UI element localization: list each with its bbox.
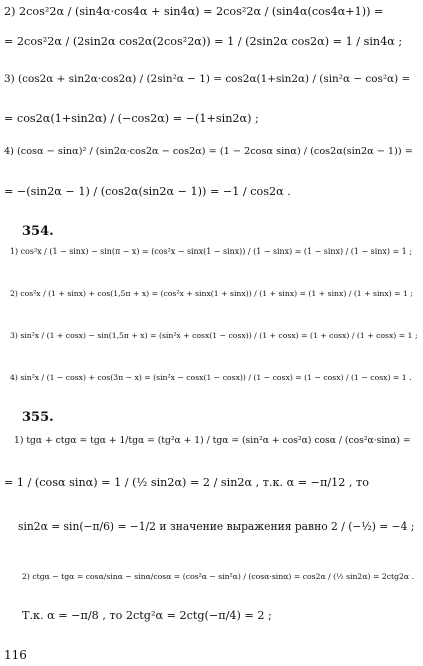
equation-line: = 2cos²2α / (2sin2α cos2α(2cos²2α)) = 1 / (2sin2α cos2α) = 1 / sin4α ; [4,35,403,48]
problem-header: 354. [22,224,54,239]
equation-line: sin2α = sin(−π/6) = −1/2 и значение выражения равно 2 / (−½) = −4 ; [18,520,415,533]
equation-line: = cos2α(1+sin2α) / (−cos2α) = −(1+sin2α) ; [4,112,259,125]
equation-line: 1) tgα + ctgα = tgα + 1/tgα = (tg²α + 1) / tgα = (sin²α + cos²α) cosα / (cos²α·sinα) = [14,435,411,446]
equation-line: 3) (cos2α + sin2α·cos2α) / (2sin²α − 1) = cos2α(1+sin2α) / (sin²α − cos²α) = [4,73,411,85]
equation-line: 4) (cosα − sinα)² / (sin2α·cos2α − cos2α) = (1 − 2cosα sinα) / (cos2α(sin2α − 1)) = [4,146,413,157]
equation-line: 2) ctgα − tgα = cosα/sinα − sinα/cosα = (cos²α − sin²α) / (cosα·sinα) = cos2α / (½ sin2α) = 2ctg2α . [22,572,415,581]
equation-line: = 1 / (cosα sinα) = 1 / (½ sin2α) = 2 / sin2α , т.к. α = −π/12 , то [4,476,369,489]
equation-line: 2) cos²x / (1 + sinx) + cos(1,5π + x) = (cos²x + sinx(1 + sinx)) / (1 + sinx) = (1 + sinx) / (1 + sinx) = 1 ; [10,289,413,298]
equation-line: 1) cos²x / (1 − sinx) − sin(π − x) = (cos²x − sinx(1 − sinx)) / (1 − sinx) = (1 − sinx) / (1 − sinx) = 1 ; [10,247,412,256]
equation-line: 3) sin²x / (1 + cosx) − sin(1,5π + x) = (sin²x + cosx(1 − cosx)) / (1 + cosx) = (1 + cosx) / (1 + cosx) = 1 ; [10,331,418,340]
equation-line: 4) sin²x / (1 − cosx) + cos(3π − x) = (sin²x − cosx(1 − cosx)) / (1 − cosx) = (1 − cosx) / (1 − cosx) = 1 . [10,373,412,382]
page-number: 116 [4,648,27,662]
problem-header: 355. [22,410,54,425]
equation-line: 2) 2cos²2α / (sin4α·cos4α + sin4α) = 2cos²2α / (sin4α(cos4α+1)) = [4,5,384,18]
equation-line: Т.к. α = −π/8 , то 2ctg²α = 2ctg(−π/4) = 2 ; [22,609,272,622]
equation-line: = −(sin2α − 1) / (cos2α(sin2α − 1)) = −1 / cos2α . [4,185,291,198]
